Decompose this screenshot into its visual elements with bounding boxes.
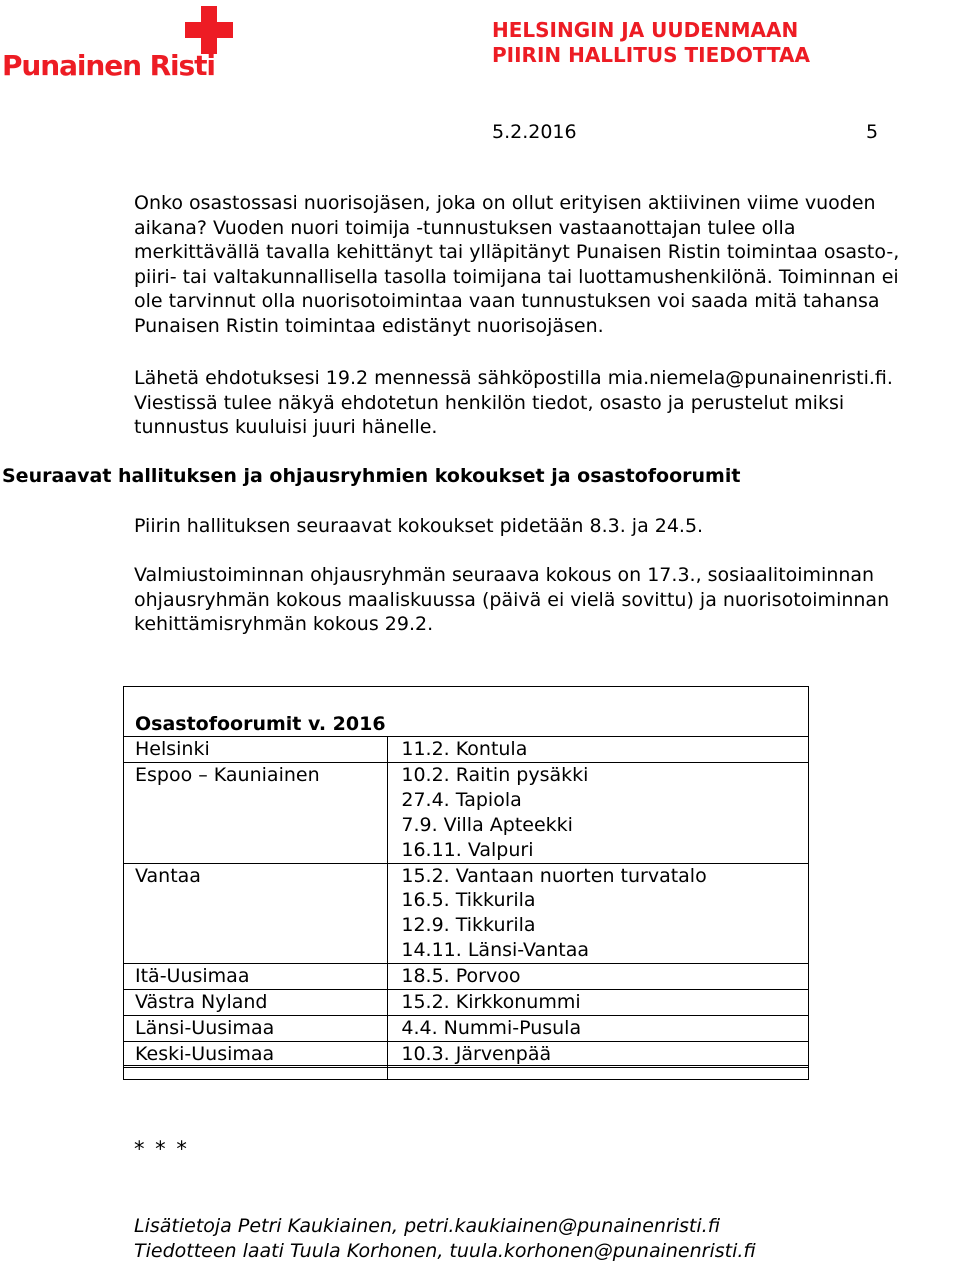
paragraph-line: merkittävällä tavalla kehittänyt tai ylläpitänyt Punaisen Ristin toimintaa osasto-, [134, 241, 900, 263]
header-title-line: PIIRIN HALLITUS TIEDOTTAA [492, 43, 810, 67]
page-number: 5 [866, 121, 879, 143]
table-row [124, 990, 809, 1016]
paragraph-line: kehittämisryhmän kokous 29.2. [134, 613, 434, 635]
forum-dates-cell [388, 737, 809, 763]
forum-dates-cell [388, 990, 809, 1016]
forum-date-item: 7.9. Villa Apteekki [401, 813, 573, 836]
filler-cell [388, 1067, 809, 1079]
paragraph-line: Punaisen Ristin toimintaa edistänyt nuorisojäsen. [134, 314, 604, 337]
separator: * * * [134, 1137, 189, 1161]
table-row [124, 1041, 809, 1067]
forum-dates-cell [388, 863, 809, 964]
footer-line: Tiedotteen laati Tuula Korhonen, tuula.korhonen@punainenristi.fi [134, 1239, 756, 1262]
forum-dates-cell [388, 762, 809, 863]
forum-region-cell: Västra Nyland [124, 990, 388, 1016]
forum-date-item: 27.4. Tapiola [401, 788, 522, 811]
forum-dates-cell [388, 1041, 809, 1067]
forum-table-title: Osastofoorumit v. 2016 [135, 713, 386, 735]
forum-date-item: 16.5. Tikkurila [401, 889, 536, 912]
paragraph-line: Lähetä ehdotuksesi 19.2 mennessä sähköpostilla mia.niemela@punainenristi.fi. [134, 367, 893, 389]
section-heading: Seuraavat hallituksen ja ohjausryhmien kokoukset ja osastofoorumit [2, 465, 741, 487]
footer-line: Lisätietoja Petri Kaukiainen, petri.kaukiainen@punainenristi.fi [134, 1215, 720, 1237]
forum-date-item: 4.4. Nummi-Pusula [401, 1016, 582, 1039]
board-meetings-text: Piirin hallituksen seuraavat kokoukset pidetään 8.3. ja 24.5. [134, 515, 704, 537]
forum-date-item: 15.2. Kirkkonummi [401, 991, 581, 1014]
group-meetings-paragraph [134, 563, 956, 637]
forum-date-item: 12.9. Tikkurila [401, 914, 536, 937]
forum-region-cell: Espoo – Kauniainen [124, 762, 388, 863]
forum-region-cell: Länsi-Uusimaa [124, 1015, 388, 1041]
forum-region-cell: Itä-Uusimaa [124, 964, 388, 990]
paragraph-line: ohjausryhmän kokous maaliskuussa (päivä ei vielä sovittu) ja nuorisotoiminnan [134, 588, 890, 611]
table-row [124, 762, 809, 863]
table-row [124, 964, 809, 990]
forum-dates-cell [388, 964, 809, 990]
forum-region-cell: Helsinki [124, 737, 388, 763]
paragraph-line: tunnustus kuuluisi juuri hänelle. [134, 416, 438, 438]
forum-dates-cell [388, 1015, 809, 1041]
forum-region-cell: Keski-Uusimaa [124, 1041, 388, 1067]
paragraph-line: Viestissä tulee näkyä ehdotetun henkilön tiedot, osasto ja perustelut miksi [134, 391, 845, 414]
header-title-line: HELSINGIN JA UUDENMAAN [492, 18, 799, 42]
paragraph-line: piiri- tai valtakunnallisella tasolla toimijana tai luottamushenkilönä. Toiminnan ei [134, 265, 899, 288]
table-row [124, 1015, 809, 1041]
submission-paragraph [134, 366, 956, 440]
paragraph-line: ole tarvinnut olla nuorisotoimintaa vaan tunnustuksen voi saada mitä tahansa [134, 290, 880, 312]
paragraph-line: Onko osastossasi nuorisojäsen, joka on ollut erityisen aktiivinen viime vuoden [134, 192, 876, 214]
forum-date-item: 10.3. Järvenpää [401, 1042, 552, 1065]
forum-date-item: 11.2. Kontula [401, 738, 528, 760]
forum-date-item: 14.11. Länsi-Vantaa [401, 939, 589, 962]
forum-date-item: 18.5. Porvoo [401, 965, 521, 988]
forum-table [123, 736, 809, 1080]
table-row [124, 863, 809, 964]
red-cross-icon [185, 6, 233, 54]
paragraph-line: Valmiustoiminnan ohjausryhmän seuraava kokous on 17.3., sosiaalitoiminnan [134, 564, 875, 586]
forum-date-item: 10.2. Raitin pysäkki [401, 763, 589, 786]
forum-date-item: 15.2. Vantaan nuorten turvatalo [401, 864, 707, 887]
footer-contacts [134, 1214, 756, 1263]
document-header-title [492, 18, 810, 68]
forum-date-item: 16.11. Valpuri [401, 838, 534, 861]
table-row [124, 737, 809, 763]
paragraph-line: aikana? Vuoden nuori toimija -tunnustuksen vastaanottajan tulee olla [134, 216, 796, 239]
intro-paragraph [134, 191, 956, 338]
document-date: 5.2.2016 [492, 121, 577, 143]
forum-region-cell: Vantaa [124, 863, 388, 964]
filler-cell [124, 1067, 388, 1079]
logo-wordmark: Punainen Risti [2, 49, 215, 82]
table-filler-row [124, 1067, 809, 1079]
